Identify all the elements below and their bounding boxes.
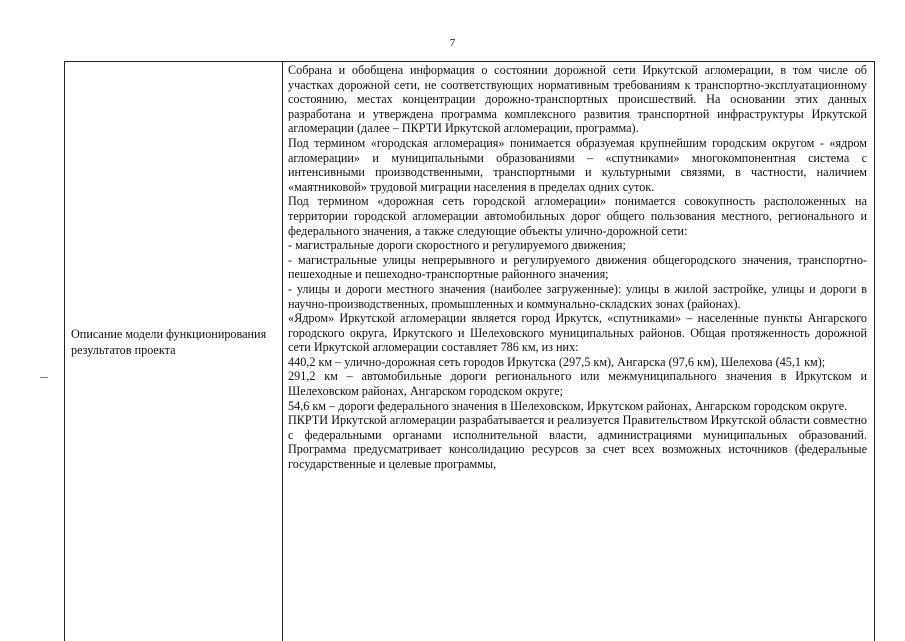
paragraph: 54,6 км – дороги федерального значения в Шелеховском, Иркутском районах, Ангарском городском округе. xyxy=(288,398,848,413)
paragraph: Собрана и обобщена информация о состоянии дорожной сети Иркутской агломерации, в том числе об участках дорожной сети, не соответствующих нормативным требованиям к транспортно-эксплуатационному состоянию, местах концентрации дорожно-транспортных происшествий. На основании этих данных разработана и утверждена программа комплексного развития транспортной инфраструктуры Иркутской агломерации (далее – ПКРТИ Иркутской агломерации, программа). xyxy=(288,63,867,136)
table-left-cell xyxy=(65,62,283,641)
paragraph: 440,2 км – улично-дорожная сеть городов Иркутска (297,5 км), Ангарска (97,6 км), Шелехова (45,1 км); xyxy=(288,354,826,369)
paragraph: 291,2 км – автомобильные дороги регионального или межмуниципального значения в Иркутском и Шелеховском районах, Ангарском городском округе; xyxy=(288,369,867,399)
paragraph: Под термином «городская агломерация» понимается образуемая крупнейшим городским округом - «ядром агломерации» и муниципальными образованиями – «спутниками» многокомпонентная система с интенсивными производственными, транспортными и культурными связями, в частности, наличием «маятниковой» трудовой миграции населения в пределах одних суток. xyxy=(288,135,867,194)
margin-mark xyxy=(40,377,48,378)
list-item: - магистральные дороги скоростного и регулируемого движения; xyxy=(288,238,626,253)
list-item: - магистральные улицы непрерывного и регулируемого движения общегородского значения, транспортно-пешеходные и пешеходно-транспортные районного значения; xyxy=(288,252,867,282)
list-item: - улицы и дороги местного значения (наиболее загруженные): улицы в жилой застройке, улицы и дороги в научно-производственных, промышленных и коммунально-складских зонах (районах). xyxy=(288,281,867,311)
table-right-cell xyxy=(283,62,874,641)
paragraph: ПКРТИ Иркутской агломерации разрабатывается и реализуется Правительством Иркутской области совместно с федеральными органами исполнительной власти, администрациями муниципальных образований. Программа предусматривает консолидацию ресурсов за счет всех возможных источников (федеральные государственные и целевые программы, xyxy=(288,413,867,472)
row-label: Описание модели функционирования результатов проекта xyxy=(71,326,267,357)
page-number: 7 xyxy=(449,37,456,49)
paragraph: «Ядром» Иркутской агломерации является город Иркутск, «спутниками» – населенные пункты Ангарского городского округа, Иркутского и Шелеховского муниципальных районов. Общая протяженность дорожной сети Иркутской агломерации составляет 786 км, из них: xyxy=(288,311,867,355)
paragraph: Под термином «дорожная сеть городской агломерации» понимается совокупность расположенных на территории городской агломерации автомобильных дорог общего пользования местного, регионального и федерального значения, а также следующие объекты улично-дорожной сети: xyxy=(288,194,867,238)
document-table xyxy=(64,61,875,641)
